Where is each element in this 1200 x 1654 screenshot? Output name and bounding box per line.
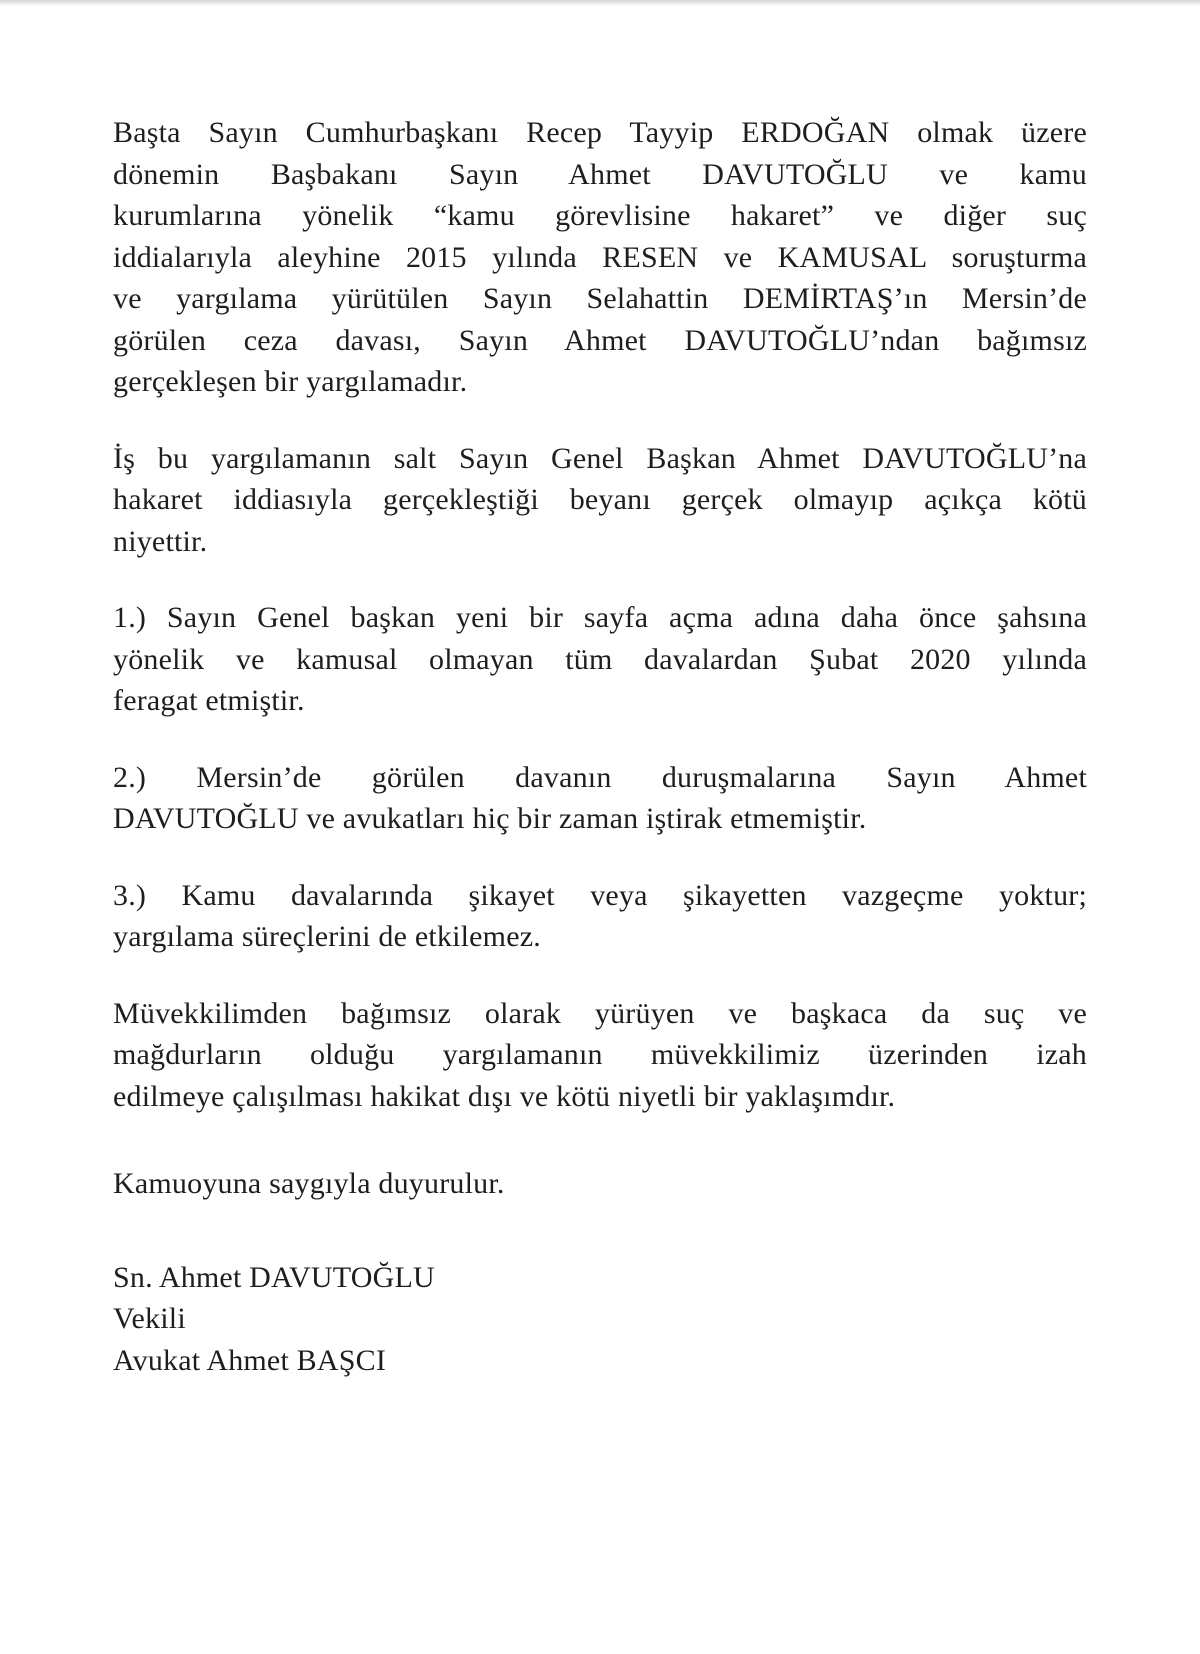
text-line: görülen ceza davası, Sayın Ahmet DAVUTOĞLU’ndan bağımsız	[113, 323, 1087, 357]
paragraph-conclusion	[113, 993, 1087, 1118]
text-line: 2.) Mersin’de görülen davanın duruşmalarına Sayın Ahmet	[113, 760, 1087, 794]
paragraph-item-2	[113, 757, 1087, 840]
text-line: 3.) Kamu davalarında şikayet veya şikayetten vazgeçme yoktur;	[113, 878, 1087, 912]
signature-attorney: Avukat Ahmet BAŞCI	[113, 1343, 387, 1377]
text-line: Müvekkilimden bağımsız olarak yürüyen ve başkaca da suç ve	[113, 996, 1087, 1030]
signature-role: Vekili	[113, 1302, 186, 1335]
paragraph-item-3	[113, 875, 1087, 958]
text-line: yönelik ve kamusal olmayan tüm davalardan Şubat 2020 yılında	[113, 642, 1087, 676]
text-line: gerçekleşen bir yargılamadır.	[113, 365, 468, 398]
closing-line	[113, 1163, 1087, 1205]
text-line: DAVUTOĞLU ve avukatları hiç bir zaman iştirak etmemiştir.	[113, 802, 867, 835]
page-top-edge	[0, 0, 1200, 6]
statement-body	[113, 112, 1087, 1416]
text-line: Kamuoyuna saygıyla duyurulur.	[113, 1167, 505, 1200]
paragraph-item-1	[113, 597, 1087, 722]
paragraph-claim	[113, 438, 1087, 563]
text-line: edilmeye çalışılması hakikat dışı ve kötü niyetli bir yaklaşımdır.	[113, 1079, 896, 1113]
text-line: mağdurların olduğu yargılamanın müvekkilimiz üzerinden izah	[113, 1038, 1087, 1071]
text-line: İş bu yargılamanın salt Sayın Genel Başkan Ahmet DAVUTOĞLU’na	[113, 441, 1087, 475]
text-line: feragat etmiştir.	[113, 684, 305, 717]
signature-block	[113, 1257, 1087, 1382]
text-line: hakaret iddiasıyla gerçekleştiği beyanı gerçek olmayıp açıkça kötü	[113, 483, 1087, 516]
text-line: kurumlarına yönelik “kamu görevlisine hakaret” ve diğer suç	[113, 199, 1087, 232]
text-line: Başta Sayın Cumhurbaşkanı Recep Tayyip ERDOĞAN olmak üzere	[113, 116, 1087, 149]
text-line: iddialarıyla aleyhine 2015 yılında RESEN ve KAMUSAL soruşturma	[113, 240, 1087, 274]
text-line: yargılama süreçlerini de etkilemez.	[113, 920, 541, 953]
text-line: dönemin Başbakanı Sayın Ahmet DAVUTOĞLU ve kamu	[113, 157, 1087, 191]
paragraph-intro	[113, 112, 1087, 403]
text-line: ve yargılama yürütülen Sayın Selahattin DEMİRTAŞ’ın Mersin’de	[113, 282, 1087, 315]
signature-name: Sn. Ahmet DAVUTOĞLU	[113, 1260, 435, 1294]
text-line: niyettir.	[113, 524, 208, 558]
text-line: 1.) Sayın Genel başkan yeni bir sayfa açma adına daha önce şahsına	[113, 601, 1087, 634]
